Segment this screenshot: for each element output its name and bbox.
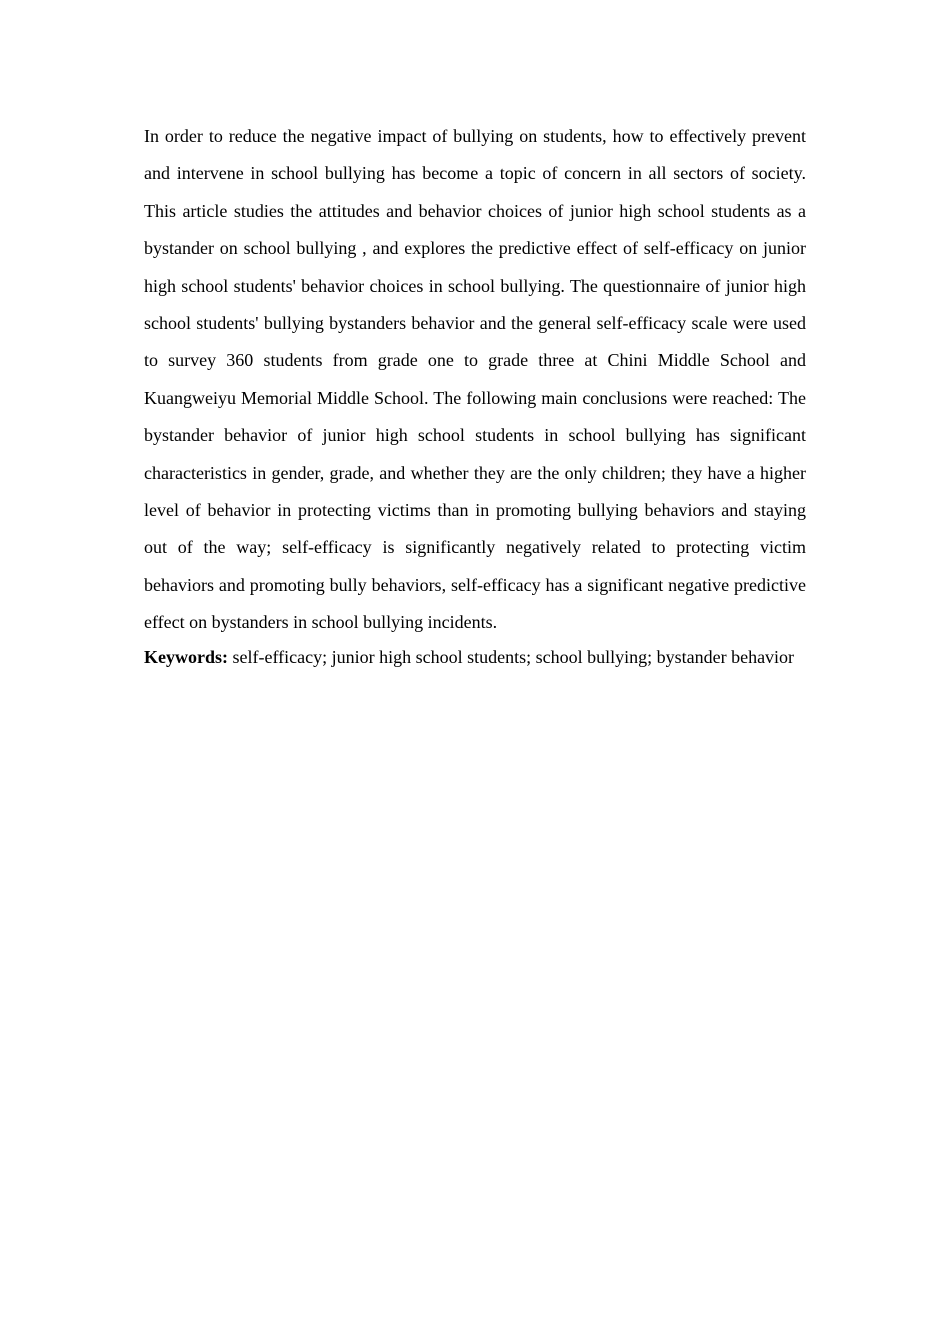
keywords-text: self-efficacy; junior high school students; school bullying; bystander behavior	[232, 646, 795, 667]
abstract-section	[144, 118, 806, 676]
abstract-paragraph: In order to reduce the negative impact of bullying on students, how to effectively prevent and intervene in school bullying has become a topic of concern in all sectors of society. This article studies the attitudes and behavior choices of junior high school students as a bystander on school bullying , and explores the predictive effect of self-efficacy on junior high school students' behavior choices in school bullying. The questionnaire of junior high school students' bullying bystanders behavior and the general self-efficacy scale were used to survey 360 students from grade one to grade three at Chini Middle School and Kuangweiyu Memorial Middle School. The following main conclusions were reached: The bystander behavior of junior high school students in school bullying has significant characteristics in gender, grade, and whether they are the only children; they have a higher level of behavior in protecting victims than in promoting bullying behaviors and staying out of the way; self-efficacy is significantly negatively related to protecting victim behaviors and promoting bully behaviors, self-efficacy has a significant negative predictive effect on bystanders in school bullying incidents.	[144, 126, 806, 633]
keywords-label: Keywords:	[144, 646, 228, 667]
keywords-line	[144, 639, 806, 676]
